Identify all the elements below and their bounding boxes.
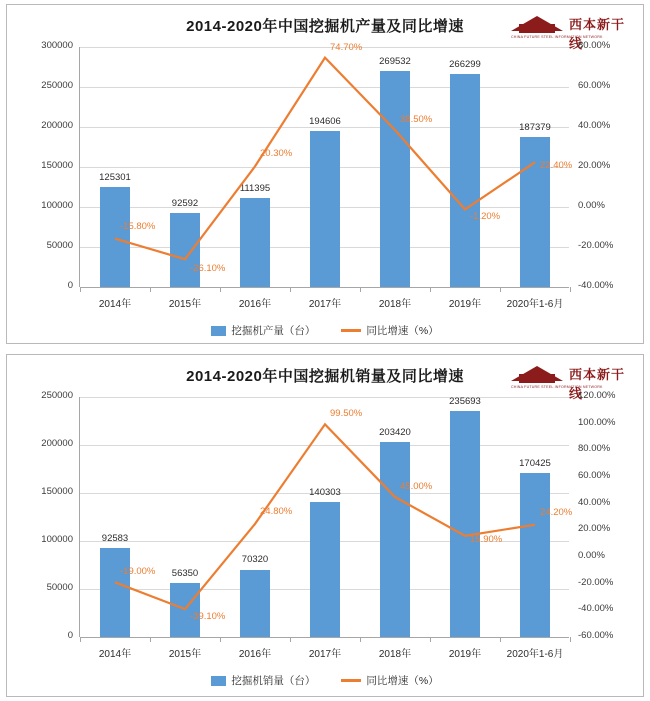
x-tick-mark bbox=[150, 637, 151, 642]
chart-card-production bbox=[6, 4, 644, 344]
logo-name-en: CHINA FUTURE STEEL INFORMATION NETWORK bbox=[511, 35, 603, 39]
y-axis-right-tick: -60.00% bbox=[578, 630, 614, 641]
y-axis-left-tick: 150000 bbox=[41, 486, 73, 497]
y-axis-left-tick: 0 bbox=[67, 280, 73, 291]
y-axis-right-tick: 20.00% bbox=[578, 160, 611, 171]
line-value-label: 20.30% bbox=[260, 148, 293, 160]
x-tick-mark bbox=[290, 637, 291, 642]
logo-name-cn: 西本新干线 bbox=[569, 17, 626, 51]
chart-title-sales: 2014-2020年中国挖掘机销量及同比增速 bbox=[186, 368, 464, 385]
y-axis-right-tick: 60.00% bbox=[578, 80, 611, 91]
x-axis-tick: 2017年 bbox=[308, 299, 342, 310]
bar-value-label: 266299 bbox=[449, 58, 481, 70]
legend-production bbox=[7, 323, 643, 338]
line-value-label: 15.90% bbox=[470, 533, 503, 545]
y-axis-left-tick: 200000 bbox=[41, 438, 73, 449]
x-axis-tick: 2019年 bbox=[448, 299, 482, 310]
legend-item-bars bbox=[211, 323, 315, 338]
bar-value-label: 187379 bbox=[519, 122, 551, 134]
x-axis-tick: 2015年 bbox=[168, 649, 202, 660]
x-axis-tick: 2018年 bbox=[378, 299, 412, 310]
line-series bbox=[80, 47, 573, 287]
y-axis-left-tick: 100000 bbox=[41, 534, 73, 545]
y-axis-right-tick: -40.00% bbox=[578, 280, 614, 291]
line-value-label: 24.80% bbox=[260, 505, 293, 517]
x-tick-mark bbox=[430, 287, 431, 292]
y-axis-right-tick: 80.00% bbox=[578, 40, 611, 51]
y-axis-right-tick: 40.00% bbox=[578, 120, 611, 131]
logo-base-icon-2 bbox=[519, 374, 555, 383]
y-axis-right-tick: 120.00% bbox=[578, 390, 616, 401]
y-axis-right-tick: 100.00% bbox=[578, 416, 616, 428]
y-axis-right-tick: 20.00% bbox=[578, 523, 611, 535]
x-axis-tick: 2014年 bbox=[98, 649, 132, 660]
line-series bbox=[80, 397, 573, 637]
x-tick-mark bbox=[80, 637, 81, 642]
legend-item-line-2 bbox=[341, 673, 438, 688]
bar-value-label: 125301 bbox=[99, 171, 131, 183]
bar-value-label: 111395 bbox=[239, 182, 271, 194]
x-axis-tick: 2017年 bbox=[308, 649, 342, 660]
line-value-label: 38.50% bbox=[400, 114, 433, 125]
bar-value-label: 269532 bbox=[379, 56, 411, 68]
legend-swatch-line-icon-2 bbox=[341, 679, 361, 682]
line-value-label: -1.20% bbox=[470, 211, 501, 223]
line-value-label: 45.00% bbox=[400, 481, 433, 492]
line-value-label: 22.40% bbox=[540, 160, 573, 172]
y-axis-right-tick: 0.00% bbox=[578, 200, 605, 211]
x-tick-mark bbox=[360, 637, 361, 642]
x-tick-mark bbox=[500, 287, 501, 292]
chart-card-sales bbox=[6, 354, 644, 697]
line-value-label: 74.70% bbox=[330, 41, 363, 53]
bar-value-label: 140303 bbox=[309, 487, 341, 499]
plot-area-production bbox=[41, 40, 614, 310]
gridline bbox=[80, 287, 569, 288]
logo-base-icon bbox=[519, 24, 555, 33]
y-axis-left-tick: 50000 bbox=[46, 582, 73, 593]
y-axis-left-tick: 150000 bbox=[41, 160, 73, 171]
bar-value-label: 235693 bbox=[449, 395, 481, 407]
line-value-label: -39.10% bbox=[190, 611, 226, 623]
line-value-label: 24.20% bbox=[540, 506, 573, 518]
legend-label-bars: 挖掘机产量（台） bbox=[231, 325, 316, 337]
x-tick-mark bbox=[80, 287, 81, 292]
legend-label-bars-2: 挖掘机销量（台） bbox=[231, 675, 316, 687]
bar-value-label: 170425 bbox=[519, 458, 551, 470]
bar-value-label: 56350 bbox=[171, 567, 199, 579]
legend-item-line bbox=[341, 323, 438, 338]
y-axis-right-tick: -20.00% bbox=[578, 240, 614, 251]
y-axis-right-tick: -20.00% bbox=[578, 576, 614, 588]
bar-value-label: 203420 bbox=[379, 426, 411, 438]
line-value-label: -15.80% bbox=[120, 220, 156, 232]
line-value-label: -26.10% bbox=[190, 263, 226, 275]
legend-label-line: 同比增速（%） bbox=[366, 325, 439, 337]
y-axis-left-tick: 100000 bbox=[41, 200, 73, 211]
logo-name-cn-2: 西本新干线 bbox=[569, 367, 626, 401]
y-axis-left-tick: 50000 bbox=[46, 240, 73, 251]
y-axis-right-tick: -40.00% bbox=[578, 603, 614, 615]
legend-sales bbox=[7, 673, 643, 688]
y-axis-left-tick: 200000 bbox=[41, 120, 73, 131]
legend-swatch-line-icon bbox=[341, 329, 361, 332]
line-value-label: 99.50% bbox=[330, 408, 363, 420]
logo-name-en-2: CHINA FUTURE STEEL INFORMATION NETWORK bbox=[511, 385, 603, 389]
x-tick-mark bbox=[360, 287, 361, 292]
x-axis-tick: 2018年 bbox=[378, 649, 412, 660]
x-axis-tick: 2014年 bbox=[98, 299, 132, 310]
line-value-label: -19.00% bbox=[120, 566, 156, 578]
bar-value-label: 194606 bbox=[309, 116, 341, 128]
x-tick-mark bbox=[500, 637, 501, 642]
x-axis-tick: 2016年 bbox=[238, 649, 272, 660]
x-tick-mark bbox=[570, 287, 571, 292]
y-axis-right-tick: 80.00% bbox=[578, 443, 611, 455]
bar-value-label: 70320 bbox=[241, 554, 269, 566]
legend-swatch-bar-icon-2 bbox=[211, 676, 226, 686]
legend-item-bars-2 bbox=[211, 673, 315, 688]
legend-label-line-2: 同比增速（%） bbox=[366, 675, 439, 687]
y-axis-right-tick: 0.00% bbox=[578, 550, 605, 561]
y-axis-right-tick: 40.00% bbox=[578, 496, 611, 508]
chart-title-production: 2014-2020年中国挖掘机产量及同比增速 bbox=[186, 18, 464, 35]
x-tick-mark bbox=[220, 637, 221, 642]
plot-area-sales bbox=[41, 390, 616, 660]
bar-value-label: 92583 bbox=[101, 533, 129, 545]
x-axis-tick: 2020年1-6月 bbox=[506, 299, 564, 310]
bar-value-label: 92592 bbox=[171, 197, 199, 209]
x-tick-mark bbox=[570, 637, 571, 642]
x-axis-tick: 2020年1-6月 bbox=[506, 649, 564, 660]
y-axis-right-tick: 60.00% bbox=[578, 470, 611, 481]
y-axis-left-tick: 300000 bbox=[41, 40, 73, 51]
x-axis-tick: 2015年 bbox=[168, 299, 202, 310]
y-axis-left-tick: 0 bbox=[67, 630, 73, 641]
legend-swatch-bar-icon bbox=[211, 326, 226, 336]
x-tick-mark bbox=[220, 287, 221, 292]
y-axis-left-tick: 250000 bbox=[41, 390, 73, 401]
x-tick-mark bbox=[430, 637, 431, 642]
x-axis-tick: 2019年 bbox=[448, 649, 482, 660]
x-tick-mark bbox=[150, 287, 151, 292]
gridline bbox=[80, 637, 569, 638]
x-axis-tick: 2016年 bbox=[238, 299, 272, 310]
y-axis-left-tick: 250000 bbox=[41, 80, 73, 91]
x-tick-mark bbox=[290, 287, 291, 292]
